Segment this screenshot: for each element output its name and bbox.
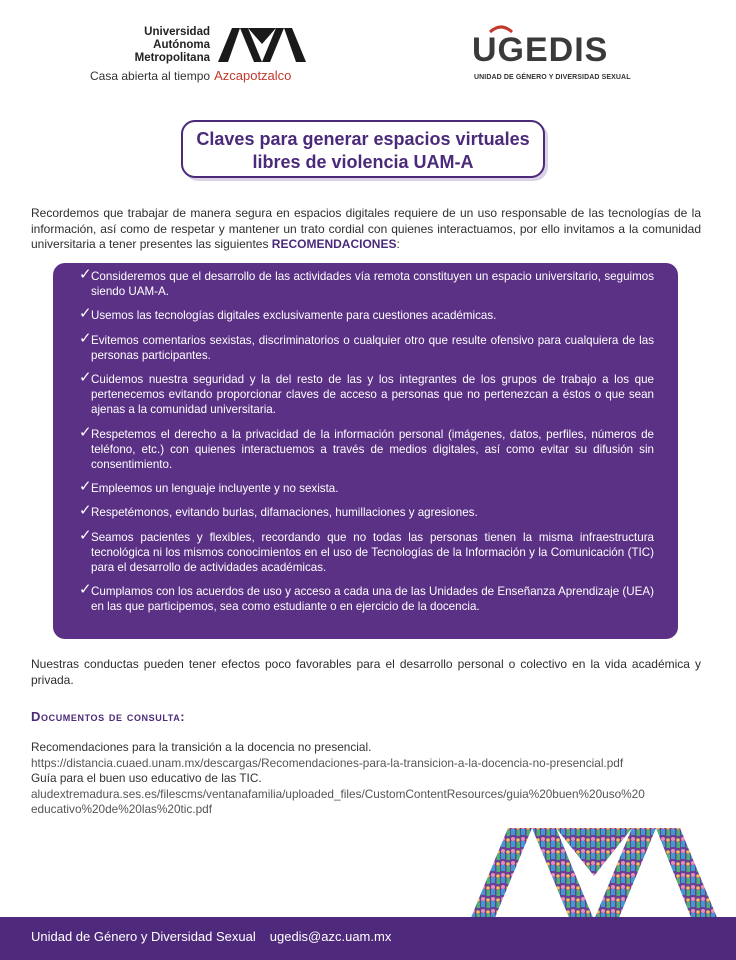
checkmark-icon: ✓ [79, 305, 92, 323]
recommendations-panel [53, 263, 678, 639]
uam-campus: Azcapotzalco [214, 68, 292, 83]
closing-paragraph: Nuestras conductas pueden tener efectos poco favorables para el desarrollo personal o colectivo en la vida académica y privada. [31, 657, 701, 687]
doc2-link-line-2[interactable]: educativo%20de%20las%20tic.pdf [31, 802, 213, 816]
checkmark-icon: ✓ [79, 266, 92, 283]
uam-name [88, 26, 210, 65]
intro-suffix: : [396, 237, 400, 251]
ugedis-wordmark: UGEDIS [472, 31, 609, 69]
uam-name-line-1: Universidad [144, 26, 210, 38]
intro-text: Recordemos que trabajar de manera segura en espacios digitales requiere de un uso responsable de las tecnologías de la información, así como de respetar y mantener un trato cordial con quienes interactuamos, por ello invitamos a la comunidad universitaria a tener presentes las siguientes [31, 206, 701, 251]
recommendation-text: Consideremos que el desarrollo de las actividades vía remota constituyen un espacio universitario, seguimos siendo UAM-A. [91, 270, 654, 299]
footer-email[interactable]: ugedis@azc.uam.mx [269, 929, 392, 944]
checkmark-icon: ✓ [79, 502, 92, 520]
recommendation-text: Respetémonos, evitando burlas, difamaciones, humillaciones y agresiones. [91, 506, 478, 520]
footer-unit: Unidad de Género y Diversidad Sexual [31, 929, 256, 944]
recommendation-text: Cumplamos con los acuerdos de uso y acceso a cada una de las Unidades de Enseñanza Aprendizaje (UEA) en las que participemos, sea como estudiante o en ejercicio de la docencia. [91, 585, 654, 614]
page-title [181, 120, 545, 178]
doc2-title: Guía para el buen uso educativo de las TIC. [31, 771, 262, 785]
uam-name-line-3: Metropolitana [134, 52, 210, 64]
recommendation-text: Seamos pacientes y flexibles, recordando que no todas las personas tienen la misma infraestructura tecnológica ni los mismos conocimientos en el uso de Tecnologías de la Información y la Comunicación (TIC) para el desarrollo de actividades académicas. [91, 530, 654, 575]
recommendation-item [79, 329, 654, 363]
recommendation-item [79, 478, 654, 496]
page-title-line-1: Claves para generar espacios virtuales [196, 129, 530, 149]
documents-list [31, 740, 711, 818]
recommendation-text: Respetemos el derecho a la privacidad de la información personal (imágenes, datos, perfiles, números de teléfono, etc.) con quienes interactuemos a través de medios digitales, así como evitar su difusión sin consentimiento. [91, 427, 654, 472]
checkmark-icon: ✓ [79, 478, 92, 496]
doc1-title: Recomendaciones para la transición a la docencia no presencial. [31, 740, 372, 754]
uam-name-line-2: Autónoma [153, 39, 210, 51]
intro-emphasis: RECOMENDACIONES [271, 237, 397, 251]
checkmark-icon: ✓ [79, 526, 92, 544]
recommendation-item [79, 266, 654, 299]
uam-tagline [90, 68, 291, 83]
uam-emblem-icon [218, 28, 306, 62]
recommendation-item [79, 502, 654, 520]
doc2-link-line-1[interactable]: aludextremadura.ses.es/filescms/ventanafamilia/uploaded_files/CustomContentResources/guia%20buen%20uso%20 [31, 786, 645, 801]
recommendation-text: Cuidemos nuestra seguridad y la del resto de las y los integrantes de los grupos de trabajo a los que pertenecemos evitando proporcionar claves de acceso a personas que no pertenezcan a éstos o que sean ajenas a la comunidad universitaria. [91, 373, 654, 417]
page-title-line-2: libres de violencia UAM-A [252, 152, 474, 172]
footer-text [31, 929, 391, 944]
checkmark-icon: ✓ [79, 369, 92, 387]
footer-bar [0, 917, 736, 960]
recommendation-text: Empleemos un lenguaje incluyente y no sexista. [91, 482, 339, 496]
uam-mosaic-emblem-icon [470, 824, 720, 920]
uam-logo [88, 26, 318, 86]
uam-tagline-text: Casa abierta al tiempo [90, 69, 211, 83]
recommendation-item [79, 369, 654, 418]
recommendation-text: Evitemos comentarios sexistas, discriminatorios o cualquier otro que resulte ofensivo para cualquiera de las personas participantes. [91, 333, 654, 362]
documents-heading: Documentos de consulta: [31, 709, 186, 724]
checkmark-icon: ✓ [79, 581, 92, 599]
recommendation-item [79, 423, 654, 473]
checkmark-icon: ✓ [79, 329, 92, 347]
recommendation-item [79, 305, 654, 323]
checkmark-icon: ✓ [79, 423, 92, 441]
recommendation-text: Usemos las tecnologías digitales exclusivamente para cuestiones académicas. [91, 309, 497, 323]
ugedis-subtitle: UNIDAD DE GÉNERO Y DIVERSIDAD SEXUAL [474, 74, 631, 81]
recommendation-item [79, 581, 654, 614]
ugedis-logo [472, 30, 652, 88]
intro-paragraph [31, 206, 701, 253]
recommendation-item [79, 526, 654, 576]
doc1-link[interactable]: https://distancia.cuaed.unam.mx/descargas/Recomendaciones-para-la-transicion-a-la-docencia-no-presencial.pdf [31, 755, 624, 770]
